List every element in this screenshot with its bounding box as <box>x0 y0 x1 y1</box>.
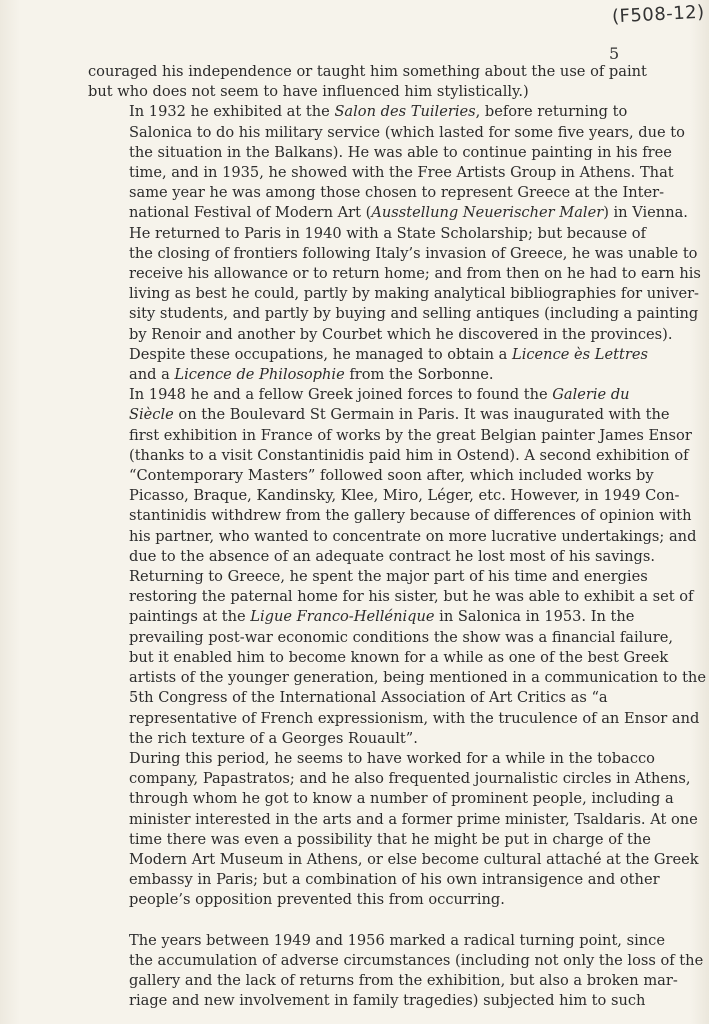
text-line <box>88 163 676 183</box>
text-line <box>88 143 676 163</box>
italic-title: Licence ès Lettres <box>512 345 648 363</box>
text-run: Modern Art Museum in Athens, or else become cultural attaché at the Greek <box>129 850 699 868</box>
text-run: but who does not seem to have influenced him stylistically.) <box>88 83 529 101</box>
italic-title: Ligue Franco-Hellénique <box>250 608 435 626</box>
text-line <box>88 628 676 648</box>
text-line <box>88 769 691 789</box>
text-line <box>88 224 676 244</box>
text-line <box>88 567 676 587</box>
italic-title: Ausstellung Neuerischer Maler <box>371 204 604 222</box>
text-run: riage and new involvement in family tragedies) subjected him to such <box>129 992 646 1010</box>
text-run: company, Papastratos; and he also frequented journalistic circles in Athens, <box>129 770 691 788</box>
paragraph <box>88 345 676 385</box>
text-run: prevailing post-war economic conditions the show was a financial failure, <box>129 628 673 646</box>
text-run: 5th Congress of the International Association of Art Critics as “a <box>129 689 608 707</box>
text-line <box>88 789 676 809</box>
text-run: first exhibition in France of works by the great Belgian painter James Ensor <box>129 426 692 444</box>
text-run: “Contemporary Masters” followed soon after, which included works by <box>129 467 654 485</box>
text-run: restoring the paternal home for his sister, but he was able to exhibit a set of <box>129 588 694 606</box>
body-text <box>88 62 706 1011</box>
text-run: his partner, who wanted to concentrate on more lucrative undertakings; and <box>129 527 697 545</box>
text-line <box>88 648 676 668</box>
text-run: but it enabled him to become known for a while as one of the best Greek <box>129 648 669 666</box>
text-run: due to the absence of an adequate contract he lost most of his savings. <box>129 547 655 565</box>
text-run: by Renoir and another by Courbet which he discovered in the provinces). <box>129 325 673 343</box>
paragraph <box>88 931 704 1012</box>
text-line <box>88 385 676 405</box>
text-run: Despite these occupations, he managed to obtain a <box>129 345 513 363</box>
text-run: from the Sorbonne. <box>344 366 494 384</box>
text-line <box>88 870 676 890</box>
text-run: national Festival of Modern Art ( <box>129 204 372 222</box>
text-line <box>88 587 694 607</box>
text-run: through whom he got to know a number of prominent people, including a <box>129 790 674 808</box>
text-run: representative of French expressionism, with the truculence of an Ensor and <box>129 709 700 727</box>
italic-title: Salon des Tuileries <box>334 103 476 121</box>
text-run: in Salonica in 1953. In the <box>434 608 635 626</box>
text-run: sity students, and partly by buying and selling antiques (including a painting <box>129 305 699 323</box>
text-run: ) in Vienna. <box>603 204 688 222</box>
paragraph <box>88 224 701 345</box>
text-line <box>88 304 699 324</box>
text-line <box>88 951 704 971</box>
text-run: couraged his independence or taught him something about the use of paint <box>88 63 647 80</box>
text-line <box>88 203 688 223</box>
text-line <box>88 709 700 729</box>
text-line <box>88 890 676 910</box>
text-run: artists of the younger generation, being mentioned in a communication to the <box>129 669 706 687</box>
text-line <box>88 405 676 425</box>
text-line <box>88 749 676 769</box>
text-run: embassy in Paris; but a combination of his own intransigence and other <box>129 871 660 889</box>
text-run: Salonica to do his military service (which lasted for some five years, due to <box>129 123 685 141</box>
text-run: receive his allowance or to return home; and from then on he had to earn his <box>129 265 701 283</box>
text-run: (thanks to a visit Constantinidis paid him in Ostend). A second exhibition of <box>129 446 689 464</box>
text-line <box>88 810 698 830</box>
text-line <box>88 486 680 506</box>
text-line <box>88 345 676 365</box>
text-run: the accumulation of adverse circumstances (including not only the loss of the <box>129 951 704 969</box>
italic-title: Licence de Philosophie <box>174 366 345 384</box>
paragraph <box>88 567 706 749</box>
page-number: 5 <box>609 44 620 63</box>
text-line <box>88 547 676 567</box>
text-run: on the Boulevard St Germain in Paris. It was inaugurated with the <box>173 406 670 424</box>
italic-title: Galerie du <box>552 386 630 404</box>
text-line <box>88 62 676 82</box>
text-run: In 1948 he and a fellow Greek joined forces to found the <box>129 386 553 404</box>
text-line <box>88 729 676 749</box>
text-line <box>88 991 676 1011</box>
text-line <box>88 668 706 688</box>
text-line <box>88 830 676 850</box>
text-line <box>88 325 676 345</box>
text-line <box>88 365 676 385</box>
text-run: , before returning to <box>475 103 628 121</box>
text-line <box>88 82 676 102</box>
text-line <box>88 850 699 870</box>
text-line <box>88 244 698 264</box>
text-run: gallery and the lack of returns from the exhibition, but also a broken mar- <box>129 971 678 989</box>
text-line <box>88 264 701 284</box>
text-line <box>88 527 697 547</box>
text-line <box>88 688 676 708</box>
text-line <box>88 102 676 122</box>
text-run: Picasso, Braque, Kandinsky, Klee, Miro, Léger, etc. However, in 1949 Con- <box>129 487 680 505</box>
text-line <box>88 466 676 486</box>
text-line <box>88 426 692 446</box>
text-run: and a <box>129 366 175 384</box>
italic-title: Siècle <box>129 406 174 424</box>
text-run: In 1932 he exhibited at the <box>129 103 335 121</box>
paragraph <box>88 102 688 223</box>
text-line <box>88 971 676 991</box>
text-run: Returning to Greece, he spent the major part of his time and energies <box>129 568 648 586</box>
text-run: the rich texture of a Georges Rouault”. <box>129 729 418 747</box>
text-line <box>88 183 676 203</box>
text-run: The years between 1949 and 1956 marked a radical turning point, since <box>129 931 665 949</box>
handwritten-annotation: (F508-12) <box>611 1 706 28</box>
text-line <box>88 284 699 304</box>
text-run: living as best he could, partly by making analytical bibliographies for univer- <box>129 285 699 303</box>
paragraph <box>88 62 676 102</box>
text-line <box>88 607 676 627</box>
text-line <box>88 931 676 951</box>
text-run: the closing of frontiers following Italy’s invasion of Greece, he was unable to <box>129 244 698 262</box>
text-run: During this period, he seems to have worked for a while in the tobacco <box>129 749 655 767</box>
text-line <box>88 446 689 466</box>
text-run: time there was even a possibility that he might be put in charge of the <box>129 830 651 848</box>
text-run: He returned to Paris in 1940 with a State Scholarship; but because of <box>129 224 646 242</box>
text-line <box>88 123 685 143</box>
text-run: stantinidis withdrew from the gallery because of differences of opinion with <box>129 507 692 525</box>
text-run: people’s opposition prevented this from occurring. <box>129 891 505 909</box>
text-run: time, and in 1935, he showed with the Free Artists Group in Athens. That <box>129 164 674 182</box>
text-run: minister interested in the arts and a former prime minister, Tsaldaris. At one <box>129 810 698 828</box>
paragraph <box>88 385 697 567</box>
text-run: same year he was among those chosen to represent Greece at the Inter- <box>129 184 665 202</box>
text-run: the situation in the Balkans). He was able to continue painting in his free <box>129 143 672 161</box>
text-run: paintings at the <box>129 608 251 626</box>
text-line <box>88 506 692 526</box>
paragraph <box>88 749 699 911</box>
